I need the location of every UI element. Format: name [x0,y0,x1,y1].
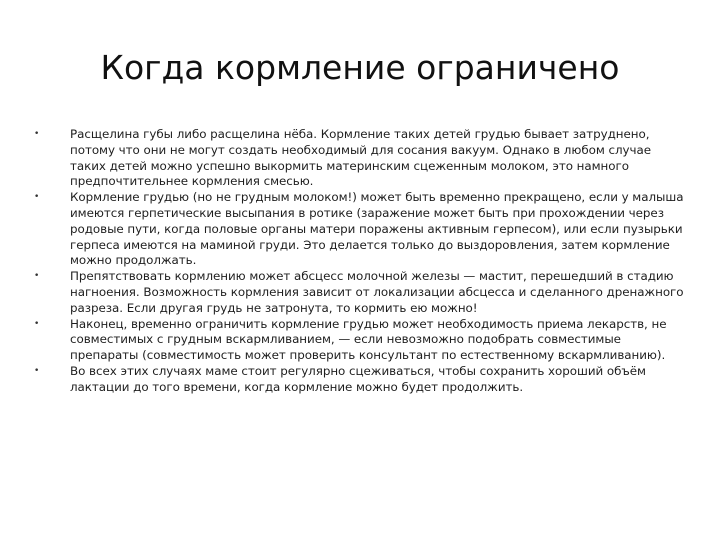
bullet-icon: • [34,129,40,139]
bullet-item [34,269,684,316]
bullet-item [34,190,684,269]
bullet-text: Расщелина губы либо расщелина нёба. Кормление таких детей грудью бывает затруднено, потому что они не могут создать необходимый для сосания вакуум. Однако в любом случае таких детей можно успешно выкормить материнским сцеженным молоком, это намного предпочтительнее кормления смесью. [70,127,651,189]
slide-title: Когда кормление ограничено [100,48,620,87]
bullet-text: Кормление грудью (но не грудным молоком!) может быть временно прекращено, если у малыша имеются герпетические высыпания в ротике (заражение может быть при прохождении через родовые пути, когда половые органы матери поражены активным герпесом), или если пузырьки герпеса имеются на маминой груди. Это делается только до выздоровления, затем кормление можно продолжать. [70,190,684,268]
bullet-item [34,127,684,190]
bullet-icon: • [34,318,40,329]
bullet-item [34,317,684,364]
bullet-item [34,364,684,396]
bullet-icon: • [34,192,40,203]
bullet-text: Наконец, временно ограничить кормление грудью может необходимость приема лекарств, не совместимых с грудным вскармливанием, — если невозможно подобрать совместимые препараты (совместимость может проверить консультант по естественному вскармливанию). [70,316,667,363]
bullet-text: Препятствовать кормлению может абсцесс молочной железы — мастит, перешедший в стадию нагноения. Возможность кормления зависит от локализации абсцесса и сделанного дренажного разреза. Если другая грудь не затронута, то кормить ею можно! [70,269,684,315]
bullet-icon: • [34,365,40,376]
bullet-list [34,127,684,396]
bullet-icon: • [34,271,40,282]
bullet-text: Во всех этих случаях маме стоит регулярно сцеживаться, чтобы сохранить хороший объём лактации до того времени, когда кормление можно будет продолжить. [70,363,646,394]
